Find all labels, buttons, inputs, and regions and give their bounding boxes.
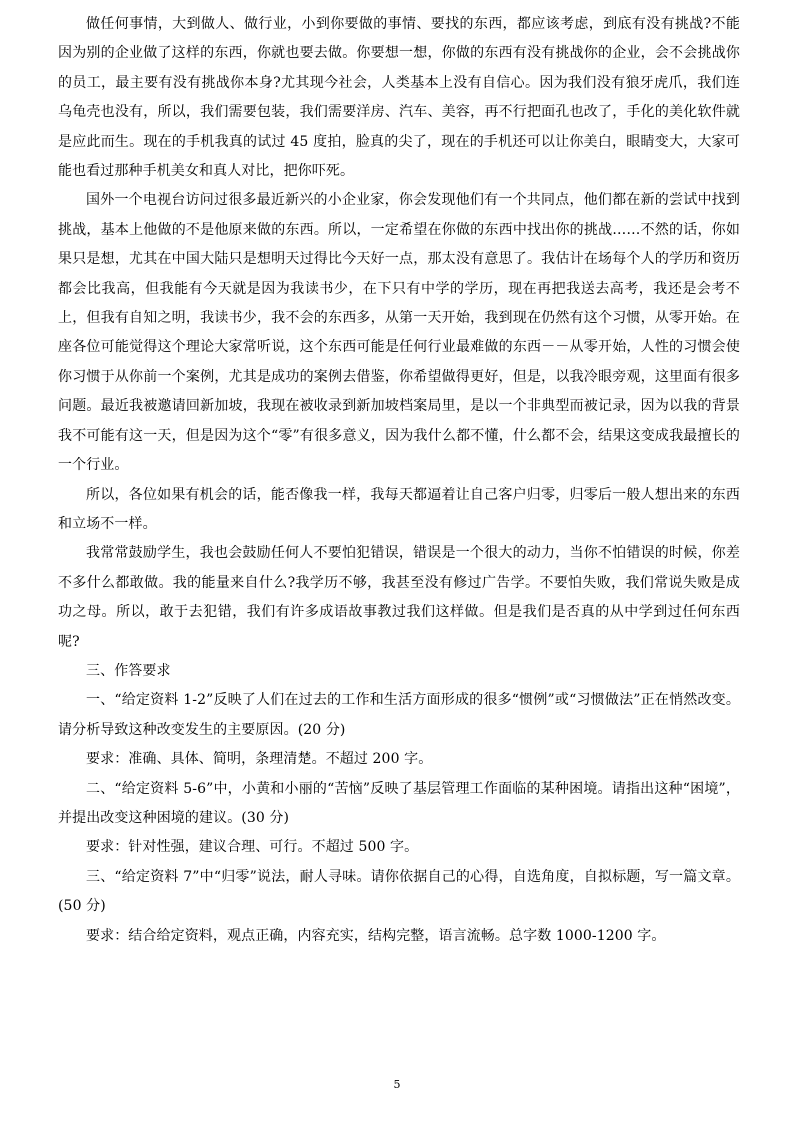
page-number: 5 xyxy=(393,1078,401,1091)
question-1-requirements: 要求：准确、具体、简明，条理清楚。不超过 200 字。 xyxy=(86,751,433,768)
paragraph-challenge: 做任何事情，大到做人、做行业，小到你要做的事情、要找的东西，都应该考虑，到底有没有挑战?不能因为别的企业做了这样的东西，你就也要去做。你要想一想，你做的东西有没有挑战你的企业，会不会挑战你的员工，最主要有没有挑战你本身?尤其现今社会，人类基本上没有自信心。因为我们没有狼牙虎爪，我们连乌龟壳也没有，所以，我们需要包装，我们需要洋房、汽车、美容，再不行把面孔也改了，手化的美化软件就是应此而生。现在的手机我真的试过 45 度拍，脸真的尖了，现在的手机还可以让你美白，眼睛变大，大家可能也看过那种手机美女和真人对比，把你吓死。 xyxy=(58,16,740,180)
paragraph-reset-to-zero: 所以，各位如果有机会的话，能否像我一样，我每天都逼着让自己客户归零，归零后一般人想出来的东西和立场不一样。 xyxy=(58,486,740,532)
paragraph-fear-of-mistakes: 我常常鼓励学生，我也会鼓励任何人不要怕犯错误，错误是一个很大的动力，当你不怕错误的时候，你差不多什么都敢做。我的能量来自什么?我学历不够，我甚至没有修过广告学。不要怕失败，我们常说失败是成功之母。所以，敢于去犯错，我们有许多成语故事教过我们这样做。但是我们是否真的从中学到过任何东西呢? xyxy=(58,545,740,650)
question-2: 二、“给定资料 5-6”中，小黄和小丽的“苦恼”反映了基层管理工作面临的某种困境。请指出这种“困境”，并提出改变这种困境的建议。(30 分) xyxy=(58,780,740,826)
document-page xyxy=(58,10,740,951)
question-3-requirements: 要求：结合给定资料，观点正确，内容充实，结构完整，语言流畅。总字数 1000-1200 字。 xyxy=(86,927,666,944)
question-1: 一、“给定资料 1-2”反映了人们在过去的工作和生活方面形成的很多“惯例”或“习惯做法”正在悄然改变。请分析导致这种改变发生的主要原因。(20 分) xyxy=(58,692,740,738)
paragraph-start-from-zero: 国外一个电视台访问过很多最近新兴的小企业家，你会发现他们有一个共同点，他们都在新的尝试中找到挑战，基本上他做的不是他原来做的东西。所以，一定希望在你做的东西中找出你的挑战……不然的话，你如果只是想，尤其在中国大陆只是想明天过得比今天好一点，那太没有意思了。我估计在场每个人的学历和资历都会比我高，但我能有今天就是因为我读书少，在下只有中学的学历，现在再把我送去高考，我还是会考不上，但我有自知之明，我读书少，我不会的东西多，从第一天开始，我到现在仍然有这个习惯，从零开始。在座各位可能觉得这个理论大家常听说，这个东西可能是任何行业最难做的东西－－从零开始，人性的习惯会使你习惯于从你前一个案例，尤其是成功的案例去借鉴，你希望做得更好，但是，以我冷眼旁观，这里面有很多问题。最近我被邀请回新加坡，我现在被收录到新加坡档案局里，是以一个非典型而被记录，因为以我的背景我不可能有这一天，但是因为这个“零”有很多意义，因为我什么都不懂，什么都不会，结果这变成我最擅长的一个行业。 xyxy=(58,192,740,474)
question-2-requirements: 要求：针对性强，建议合理、可行。不超过 500 字。 xyxy=(86,839,419,856)
question-3: 三、“给定资料 7”中“归零”说法，耐人寻味。请你依据自己的心得，自选角度，自拟标题，写一篇文章。(50 分) xyxy=(58,868,740,915)
section-heading-answer-requirements: 三、作答要求 xyxy=(86,662,171,679)
